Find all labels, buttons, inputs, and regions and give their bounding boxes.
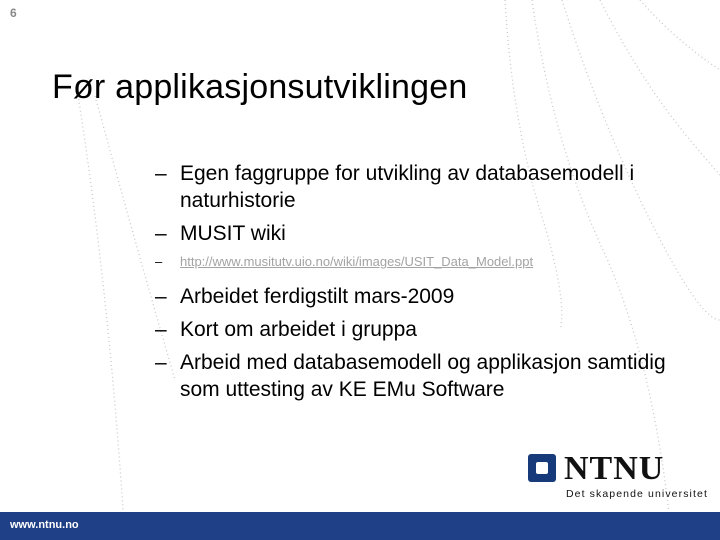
bullet-item	[155, 220, 695, 247]
bullet-dash: –	[155, 162, 167, 185]
bullet-item	[155, 283, 695, 310]
slide-number: 6	[10, 6, 17, 20]
ntnu-logo	[528, 450, 708, 502]
bullet-dash: –	[155, 318, 167, 341]
bullet-dash: –	[155, 351, 167, 374]
slide-title: Før applikasjonsutviklingen	[52, 68, 468, 106]
bullet-text: Arbeidet ferdigstilt mars-2009	[180, 285, 455, 308]
footer-bar	[0, 512, 720, 540]
bullet-item	[155, 349, 695, 403]
bullet-text: MUSIT wiki	[180, 222, 286, 245]
logo-square-icon	[528, 454, 556, 482]
logo-wordmark: NTNU	[564, 450, 665, 487]
bullet-dash: –	[155, 254, 163, 269]
bullet-text: Arbeid med databasemodell og applikasjon samtidig som uttesting av KE EMu Software	[180, 351, 666, 401]
bullet-list	[155, 160, 695, 409]
bullet-dash: –	[155, 285, 167, 308]
bullet-text: Kort om arbeidet i gruppa	[180, 318, 417, 341]
bullet-item	[155, 316, 695, 343]
bullet-dash: –	[155, 222, 167, 245]
bullet-item-link	[155, 253, 695, 271]
wiki-link[interactable]: http://www.musitutv.uio.no/wiki/images/USIT_Data_Model.ppt	[180, 254, 534, 269]
logo-tagline: Det skapende universitet	[566, 488, 708, 500]
bullet-item	[155, 160, 695, 214]
footer-url[interactable]: www.ntnu.no	[10, 519, 79, 531]
bullet-text: Egen faggruppe for utvikling av databasemodell i naturhistorie	[180, 162, 635, 212]
